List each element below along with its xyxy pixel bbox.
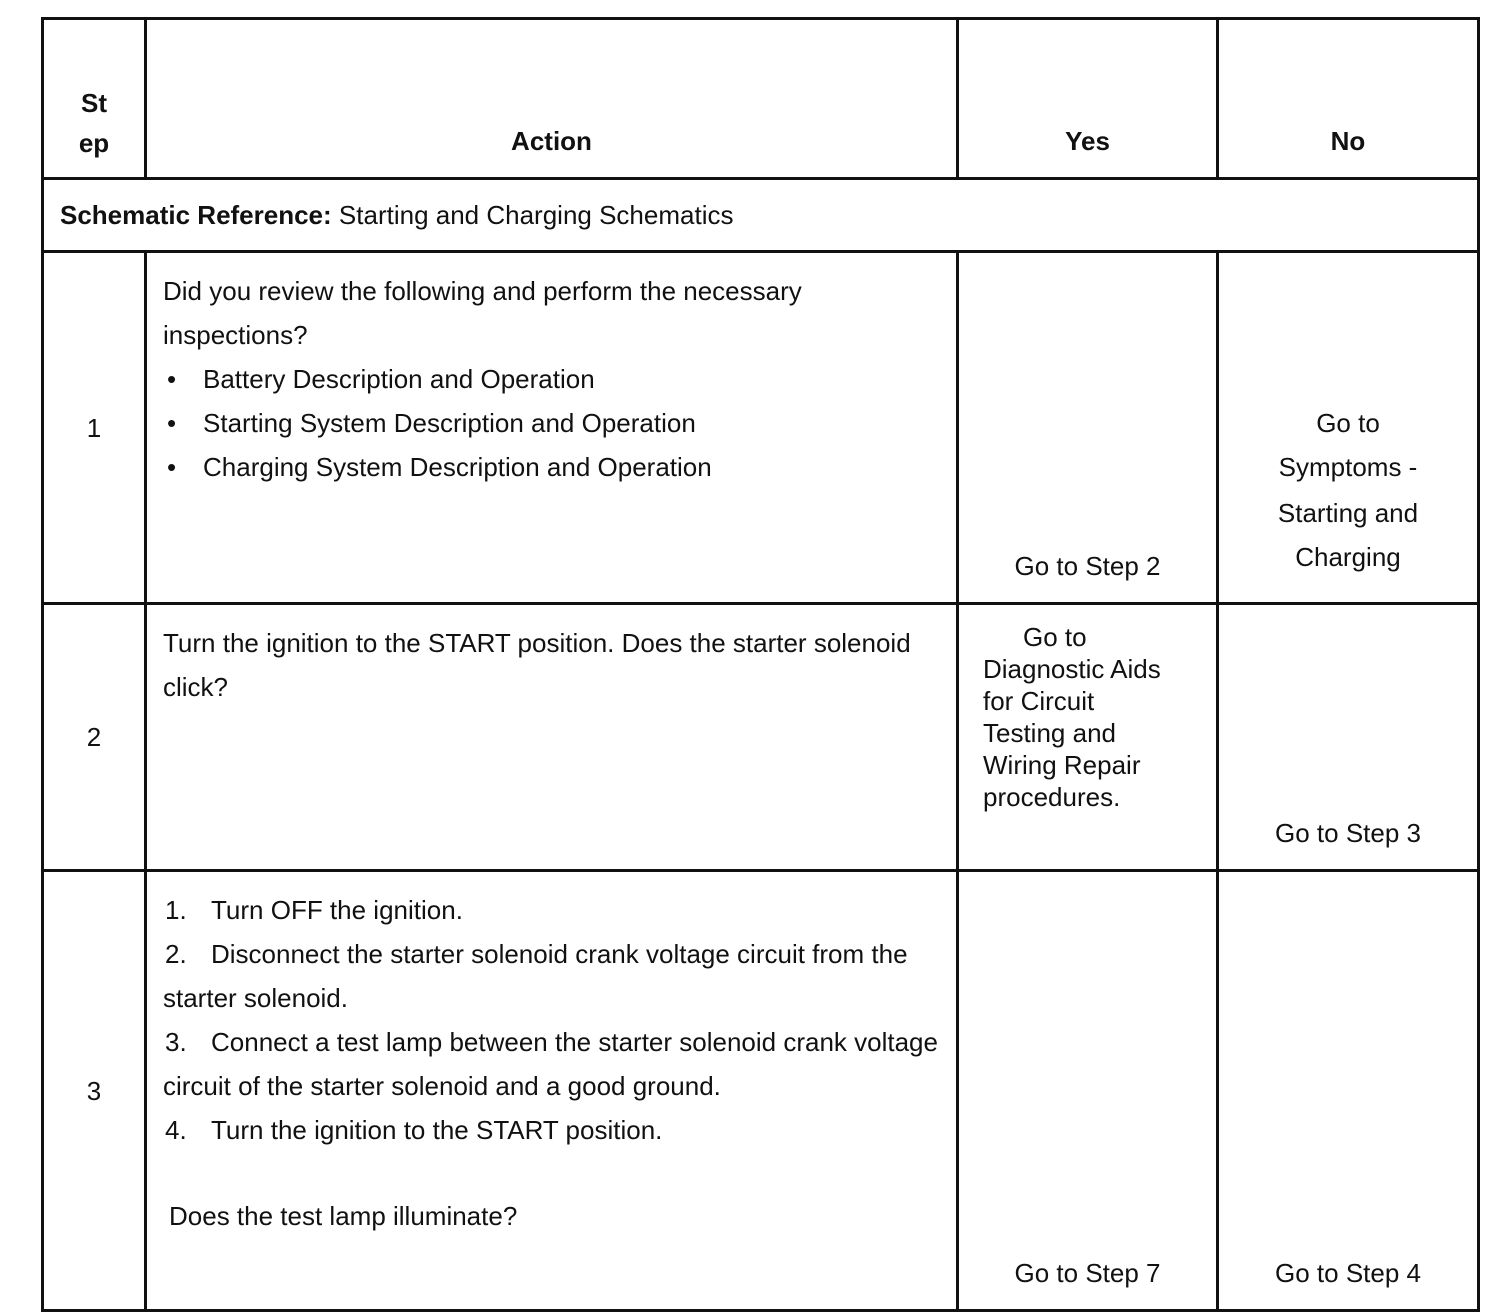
list-item[interactable]: • Starting System Description and Operation	[163, 401, 940, 445]
yes-line: procedures.	[983, 782, 1121, 812]
yes-link[interactable]: Go to Step 2	[1014, 551, 1161, 581]
list-item[interactable]: • Battery Description and Operation	[163, 357, 940, 401]
list-item[interactable]: • Charging System Description and Operation	[163, 445, 940, 489]
yes-link[interactable]: Go to Step 7	[1014, 1258, 1161, 1288]
list-number: 4.	[165, 1115, 187, 1145]
list-item	[163, 932, 940, 1020]
list-number: 2.	[165, 939, 187, 969]
yes-cell	[958, 604, 1218, 871]
no-line: Symptoms -	[1278, 452, 1418, 482]
no-link[interactable]: Go to Step 3	[1275, 818, 1421, 848]
yes-link[interactable]	[983, 621, 1161, 813]
list-number: 1.	[165, 895, 187, 925]
table-row	[43, 252, 1479, 604]
bullet-list	[163, 357, 940, 489]
yes-line: Wiring Repair	[983, 750, 1141, 780]
no-line: Starting and	[1277, 498, 1419, 528]
list-text: Turn the ignition to the START position.	[211, 1115, 663, 1145]
header-row	[43, 19, 1479, 179]
list-item	[163, 888, 940, 932]
schematic-label: Schematic Reference:	[60, 200, 332, 230]
table-row	[43, 604, 1479, 871]
action-question: Did you review the following and perform the necessary inspections?	[163, 276, 802, 350]
header-step	[43, 19, 146, 179]
yes-line: Testing and	[983, 718, 1116, 748]
list-text: Disconnect the starter solenoid crank voltage circuit from the starter solenoid.	[163, 939, 908, 1013]
yes-cell	[958, 871, 1218, 1311]
schematic-reference	[43, 179, 1479, 252]
no-link[interactable]: Go to Step 4	[1275, 1258, 1421, 1288]
header-no: No	[1218, 19, 1479, 179]
header-action: Action	[146, 19, 958, 179]
yes-line: Diagnostic Aids	[983, 654, 1161, 684]
no-cell	[1218, 871, 1479, 1311]
schematic-link[interactable]: Starting and Charging Schematics	[338, 200, 734, 230]
header-step-line1: St	[81, 88, 107, 118]
yes-line: for Circuit	[983, 686, 1095, 716]
no-line: Charging	[1295, 542, 1401, 572]
action-cell	[146, 252, 958, 604]
yes-line: Go to	[1023, 622, 1087, 652]
no-line: Go to	[1316, 408, 1380, 438]
header-yes: Yes	[958, 19, 1218, 179]
list-text: Connect a test lamp between the starter solenoid crank voltage circuit of the starter solenoid and a good ground.	[163, 1027, 938, 1101]
action-cell	[146, 871, 958, 1311]
list-item	[163, 1108, 940, 1152]
list-text: Turn OFF the ignition.	[211, 895, 463, 925]
action-question: Does the test lamp illuminate?	[169, 1201, 518, 1231]
table-row	[43, 871, 1479, 1311]
schematic-reference-row	[43, 179, 1479, 252]
diagnostic-table	[41, 17, 1480, 1312]
no-link[interactable]	[1219, 401, 1477, 579]
action-cell	[146, 604, 958, 871]
no-cell	[1218, 252, 1479, 604]
step-number: 2	[43, 604, 146, 871]
numbered-list	[163, 888, 940, 1152]
list-item	[163, 1020, 940, 1108]
step-number: 3	[43, 871, 146, 1311]
action-question: Turn the ignition to the START position. Does the starter solenoid click?	[163, 628, 911, 702]
step-number: 1	[43, 252, 146, 604]
list-number: 3.	[165, 1027, 187, 1057]
no-cell	[1218, 604, 1479, 871]
yes-cell	[958, 252, 1218, 604]
header-step-line2: ep	[78, 128, 110, 158]
